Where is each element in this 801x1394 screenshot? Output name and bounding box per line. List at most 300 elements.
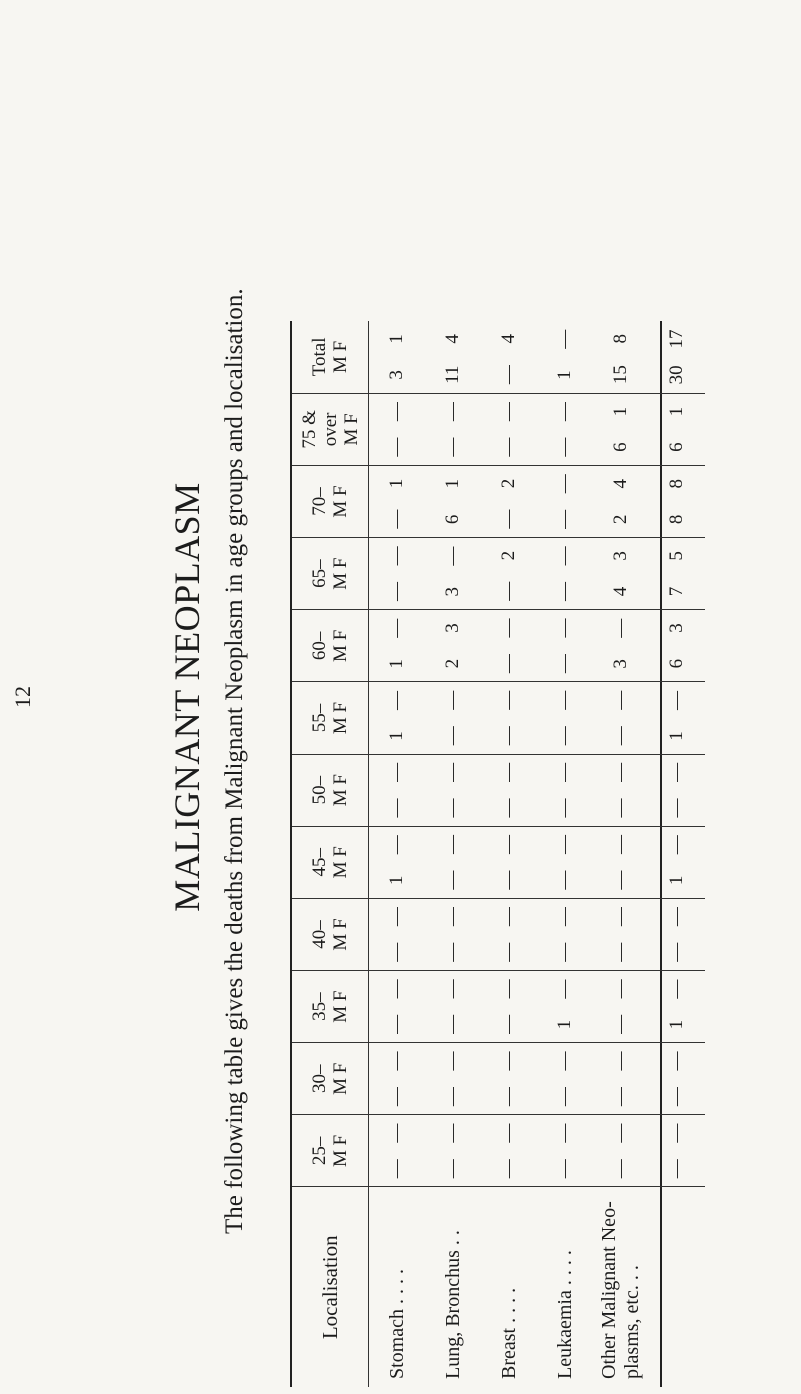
female-count: — xyxy=(442,1123,463,1143)
age-group-header xyxy=(292,826,369,898)
male-count: — xyxy=(498,654,519,674)
female-count: — xyxy=(442,762,463,782)
table-cell xyxy=(593,393,649,465)
female-count: — xyxy=(442,907,463,927)
cell-values xyxy=(386,682,408,753)
table-cell xyxy=(369,826,426,898)
female-count: — xyxy=(498,979,519,999)
female-count: — xyxy=(386,1051,407,1071)
male-count: — xyxy=(498,942,519,962)
cell-values xyxy=(442,321,464,393)
female-count: — xyxy=(554,1051,575,1071)
table-caption: The following table gives the deaths from Malignant Neoplasm in age groups and localisation. xyxy=(221,288,248,1234)
table-cell xyxy=(369,898,426,970)
cell-values xyxy=(554,1115,576,1186)
sex-label: M F xyxy=(330,340,351,373)
age-group-label: 50– xyxy=(309,775,330,805)
sex-label: M F xyxy=(340,413,362,446)
male-count: 1 xyxy=(386,659,407,669)
cell-values xyxy=(442,610,464,681)
age-group-header xyxy=(292,321,369,393)
sex-label: M F xyxy=(330,1062,351,1095)
male-count: — xyxy=(386,437,407,457)
table-cell xyxy=(649,465,705,537)
table-cell xyxy=(369,1115,426,1187)
age-group-label: 45– xyxy=(309,848,330,877)
male-count: 2 xyxy=(610,514,631,525)
female-count: — xyxy=(554,835,575,855)
cell-values xyxy=(666,755,688,826)
male-count: — xyxy=(554,1087,575,1107)
cell-values xyxy=(442,1115,464,1186)
sex-label: M F xyxy=(330,846,351,879)
female-count: — xyxy=(442,690,463,710)
female-count: — xyxy=(386,618,407,638)
localisation-label: Other Malignant Neo- plasms, etc. . . xyxy=(593,1187,649,1387)
age-group-header xyxy=(292,610,369,682)
female-count: — xyxy=(666,835,687,855)
sex-label: M F xyxy=(330,629,351,662)
male-count: — xyxy=(386,942,407,962)
cell-values xyxy=(554,466,576,537)
female-count: — xyxy=(554,474,575,494)
table-cell xyxy=(369,393,426,465)
table-cell xyxy=(537,971,593,1043)
table-cell xyxy=(369,610,426,682)
male-count: 6 xyxy=(666,442,687,452)
male-count: — xyxy=(386,1087,407,1107)
cell-values xyxy=(666,321,688,393)
cell-values xyxy=(610,755,632,826)
cell-values xyxy=(666,682,688,753)
cell-values xyxy=(498,682,520,753)
table-cell xyxy=(593,321,649,393)
table-cell xyxy=(481,1043,537,1115)
male-count: — xyxy=(666,942,687,962)
male-count: 11 xyxy=(442,365,463,384)
male-count: 1 xyxy=(666,875,687,886)
male-count: 1 xyxy=(666,1019,687,1030)
male-count: 8 xyxy=(666,514,687,525)
female-count: 1 xyxy=(386,334,407,344)
male-count: 1 xyxy=(666,731,687,741)
cell-values xyxy=(610,827,632,898)
table-cell xyxy=(481,538,537,610)
sex-label: M F xyxy=(330,557,351,590)
female-count: — xyxy=(386,835,407,855)
sex-label: M F xyxy=(330,485,351,518)
cell-values xyxy=(554,755,576,826)
table-row xyxy=(481,321,537,1387)
age-group-header xyxy=(292,465,369,537)
cell-values xyxy=(498,538,520,609)
table-cell xyxy=(537,321,593,393)
female-count: — xyxy=(498,835,519,855)
table-cell xyxy=(649,754,705,826)
age-group-label: 65– xyxy=(309,559,330,588)
female-count: — xyxy=(442,546,463,566)
male-count: — xyxy=(498,798,519,818)
sex-label: M F xyxy=(330,701,351,735)
cell-values xyxy=(610,538,632,609)
cell-values xyxy=(554,394,576,465)
table-cell xyxy=(649,1043,705,1115)
table-cell xyxy=(593,610,649,682)
cell-values xyxy=(610,682,632,753)
female-count: 1 xyxy=(610,406,631,417)
table-cell xyxy=(537,393,593,465)
sex-label: M F xyxy=(330,918,351,951)
female-count: — xyxy=(554,762,575,782)
female-count: 1 xyxy=(442,478,463,489)
sex-label: M F xyxy=(330,1134,351,1168)
female-count: — xyxy=(554,979,575,999)
table-cell xyxy=(649,393,705,465)
table-row xyxy=(593,321,649,1387)
male-count: — xyxy=(666,798,687,818)
age-group-header xyxy=(292,393,369,465)
male-count: — xyxy=(442,1159,463,1179)
male-count: — xyxy=(554,1159,575,1179)
cell-values xyxy=(666,610,688,681)
female-count: — xyxy=(554,907,575,927)
female-count: — xyxy=(386,907,407,927)
male-count: 2 xyxy=(442,658,463,669)
male-count: — xyxy=(610,870,631,890)
table-cell xyxy=(593,465,649,537)
cell-values xyxy=(386,321,408,393)
cell-values xyxy=(442,755,464,826)
female-count: — xyxy=(666,1123,687,1143)
age-group-label: 35– xyxy=(309,992,330,1021)
cell-values xyxy=(386,827,408,898)
table-cell xyxy=(425,971,481,1043)
female-count: — xyxy=(610,1051,631,1071)
male-count: — xyxy=(442,1087,463,1107)
table-row xyxy=(425,321,481,1387)
table-cell xyxy=(649,971,705,1043)
female-count: — xyxy=(666,979,687,999)
cell-values xyxy=(386,971,408,1042)
male-count: — xyxy=(610,1014,631,1034)
female-count: — xyxy=(610,1123,631,1143)
male-count: 3 xyxy=(442,586,463,597)
cell-values xyxy=(442,538,464,609)
female-count: 1 xyxy=(666,406,687,417)
male-count: 30 xyxy=(666,365,687,385)
cell-values xyxy=(442,466,464,537)
age-group-header xyxy=(292,538,369,610)
female-count: — xyxy=(610,979,631,999)
cell-values xyxy=(498,1115,520,1186)
male-count: 3 xyxy=(610,659,631,669)
cell-values xyxy=(386,466,408,537)
cell-values xyxy=(498,1043,520,1114)
cell-values xyxy=(498,610,520,681)
male-count: — xyxy=(442,437,463,457)
male-count: — xyxy=(666,1159,687,1179)
female-count: 1 xyxy=(386,478,407,489)
age-group-header xyxy=(292,898,369,970)
female-count: — xyxy=(386,690,407,710)
table-cell xyxy=(649,538,705,610)
female-count: — xyxy=(386,979,407,999)
table-cell xyxy=(369,321,426,393)
female-count: 3 xyxy=(442,623,463,633)
table-cell xyxy=(537,465,593,537)
table-row xyxy=(537,321,593,1387)
cell-values xyxy=(610,1115,632,1186)
female-count: — xyxy=(554,690,575,710)
table-cell xyxy=(593,1043,649,1115)
page-number: 12 xyxy=(10,686,35,708)
table-cell xyxy=(425,682,481,754)
table-cell xyxy=(481,971,537,1043)
age-group-header xyxy=(292,1043,369,1115)
cell-values xyxy=(498,971,520,1042)
female-count: — xyxy=(666,690,687,710)
age-group-label: Total xyxy=(309,337,330,377)
male-count: — xyxy=(554,654,575,674)
female-count: 4 xyxy=(442,334,463,344)
localisation-label: Lung, Bronchus . . xyxy=(425,1187,481,1387)
male-count: — xyxy=(554,437,575,457)
cell-values xyxy=(666,899,688,970)
cell-values xyxy=(442,827,464,898)
table-cell xyxy=(425,321,481,393)
female-count: 8 xyxy=(610,333,631,344)
female-count: 4 xyxy=(610,478,631,489)
table-cell xyxy=(593,898,649,970)
female-count: — xyxy=(610,762,631,782)
table-cell xyxy=(481,1115,537,1187)
cell-values xyxy=(498,394,520,465)
cell-values xyxy=(554,827,576,898)
male-count: — xyxy=(498,870,519,890)
table-cell xyxy=(593,754,649,826)
table-cell xyxy=(593,971,649,1043)
table-cell xyxy=(369,682,426,754)
localisation-label xyxy=(649,1187,705,1387)
cell-values xyxy=(610,1043,632,1114)
male-count: — xyxy=(610,1087,631,1107)
age-group-label: 70– xyxy=(309,487,330,516)
female-count: 8 xyxy=(666,478,687,489)
cell-values xyxy=(442,1043,464,1114)
table-cell xyxy=(593,682,649,754)
cell-values xyxy=(554,538,576,609)
cell-values xyxy=(610,610,632,681)
male-count: — xyxy=(386,509,407,529)
male-count: 6 xyxy=(442,514,463,525)
cell-values xyxy=(498,827,520,898)
female-count: — xyxy=(498,690,519,710)
cell-values xyxy=(386,394,408,465)
table-cell xyxy=(481,610,537,682)
male-count: — xyxy=(498,581,519,601)
cell-values xyxy=(610,466,632,537)
age-localisation-table xyxy=(292,321,705,1387)
localisation-label: Breast . . . . xyxy=(481,1187,537,1387)
male-count: 6 xyxy=(666,658,687,669)
male-count: — xyxy=(442,798,463,818)
male-count: — xyxy=(386,798,407,818)
cell-values xyxy=(610,971,632,1042)
table-cell xyxy=(593,1115,649,1187)
table-header-row xyxy=(292,321,369,1387)
male-count: — xyxy=(498,1014,519,1034)
cell-values xyxy=(554,1043,576,1114)
age-group-label: 25– xyxy=(309,1136,330,1166)
table-cell xyxy=(593,538,649,610)
male-count: 6 xyxy=(610,442,631,452)
table-cell xyxy=(481,826,537,898)
table-cell xyxy=(593,826,649,898)
male-count: — xyxy=(498,1087,519,1107)
male-count: 3 xyxy=(386,370,407,380)
age-group-header xyxy=(292,754,369,826)
female-count: — xyxy=(442,979,463,999)
female-count: 4 xyxy=(498,333,519,344)
table-row xyxy=(369,321,426,1387)
female-count: — xyxy=(498,1051,519,1071)
table-cell xyxy=(425,538,481,610)
female-count: — xyxy=(666,907,687,927)
table-cell xyxy=(369,465,426,537)
male-count: — xyxy=(442,942,463,962)
cell-values xyxy=(666,394,688,465)
cell-values xyxy=(498,755,520,826)
female-count: — xyxy=(386,546,407,566)
female-count: — xyxy=(498,618,519,638)
cell-values xyxy=(442,899,464,970)
table-cell xyxy=(425,1115,481,1187)
table-cell xyxy=(649,610,705,682)
table-cell xyxy=(481,754,537,826)
table-cell xyxy=(425,465,481,537)
male-count: — xyxy=(554,870,575,890)
female-count: — xyxy=(666,762,687,782)
cell-values xyxy=(386,1043,408,1114)
female-count: 17 xyxy=(666,329,687,349)
cell-values xyxy=(386,610,408,681)
cell-values xyxy=(386,755,408,826)
cell-values xyxy=(498,466,520,537)
female-count: — xyxy=(554,618,575,638)
sex-label: M F xyxy=(330,774,351,807)
table-cell xyxy=(537,682,593,754)
table-cell xyxy=(369,971,426,1043)
table-body xyxy=(369,321,706,1387)
male-count: — xyxy=(498,365,519,385)
male-count: — xyxy=(442,870,463,890)
table-cell xyxy=(425,754,481,826)
table-cell xyxy=(425,898,481,970)
male-count: — xyxy=(554,726,575,746)
table-cell xyxy=(425,826,481,898)
table-cell xyxy=(481,898,537,970)
cell-values xyxy=(386,1115,408,1186)
table-cell xyxy=(537,1115,593,1187)
male-count: — xyxy=(386,1159,407,1179)
table-cell xyxy=(537,538,593,610)
table-cell xyxy=(537,826,593,898)
female-count: — xyxy=(610,690,631,710)
female-count: — xyxy=(554,402,575,422)
cell-values xyxy=(386,538,408,609)
age-group-label: 75 & over xyxy=(298,410,341,449)
female-count: — xyxy=(386,402,407,422)
localisation-label: Stomach . . . . xyxy=(369,1187,426,1387)
table-cell xyxy=(369,754,426,826)
cell-values xyxy=(498,321,520,393)
table-row xyxy=(649,321,705,1387)
male-count: — xyxy=(386,1014,407,1034)
male-count: — xyxy=(498,726,519,746)
sex-label: M F xyxy=(330,990,351,1023)
male-count: 1 xyxy=(554,370,575,380)
table-cell xyxy=(425,1043,481,1115)
cell-values xyxy=(554,899,576,970)
male-count: — xyxy=(610,798,631,818)
cell-values xyxy=(554,682,576,753)
table-cell xyxy=(369,1043,426,1115)
female-count: — xyxy=(386,1123,407,1143)
female-count: 2 xyxy=(498,550,519,561)
age-group-label: 40– xyxy=(309,920,330,949)
table-cell xyxy=(425,610,481,682)
age-group-header xyxy=(292,971,369,1043)
cell-values xyxy=(386,899,408,970)
female-count: — xyxy=(442,835,463,855)
male-count: 1 xyxy=(554,1019,575,1030)
male-count: 7 xyxy=(666,586,687,597)
female-count: — xyxy=(498,907,519,927)
cell-values xyxy=(554,610,576,681)
female-count: — xyxy=(554,329,575,349)
neoplasm-table xyxy=(290,321,687,1387)
female-count: — xyxy=(610,907,631,927)
male-count: — xyxy=(554,509,575,529)
female-count: — xyxy=(666,1051,687,1071)
cell-values xyxy=(554,321,576,393)
table-cell xyxy=(649,682,705,754)
table-cell xyxy=(369,538,426,610)
female-count: 2 xyxy=(498,478,519,489)
localisation-label: Leukaemia . . . . xyxy=(537,1187,593,1387)
male-count: — xyxy=(610,1159,631,1179)
female-count: — xyxy=(554,546,575,566)
table-cell xyxy=(649,321,705,393)
cell-values xyxy=(610,321,632,393)
cell-values xyxy=(610,394,632,465)
female-count: — xyxy=(610,618,631,638)
table-cell xyxy=(537,1043,593,1115)
age-group-label: 60– xyxy=(309,631,330,661)
cell-values xyxy=(666,971,688,1042)
cell-values xyxy=(498,899,520,970)
male-count: — xyxy=(554,581,575,601)
male-count: 1 xyxy=(386,875,407,886)
table-cell xyxy=(537,610,593,682)
table-cell xyxy=(537,898,593,970)
cell-values xyxy=(442,394,464,465)
female-count: — xyxy=(610,835,631,855)
cell-values xyxy=(554,971,576,1042)
table-cell xyxy=(649,1115,705,1187)
cell-values xyxy=(442,682,464,753)
female-count: 3 xyxy=(610,551,631,561)
